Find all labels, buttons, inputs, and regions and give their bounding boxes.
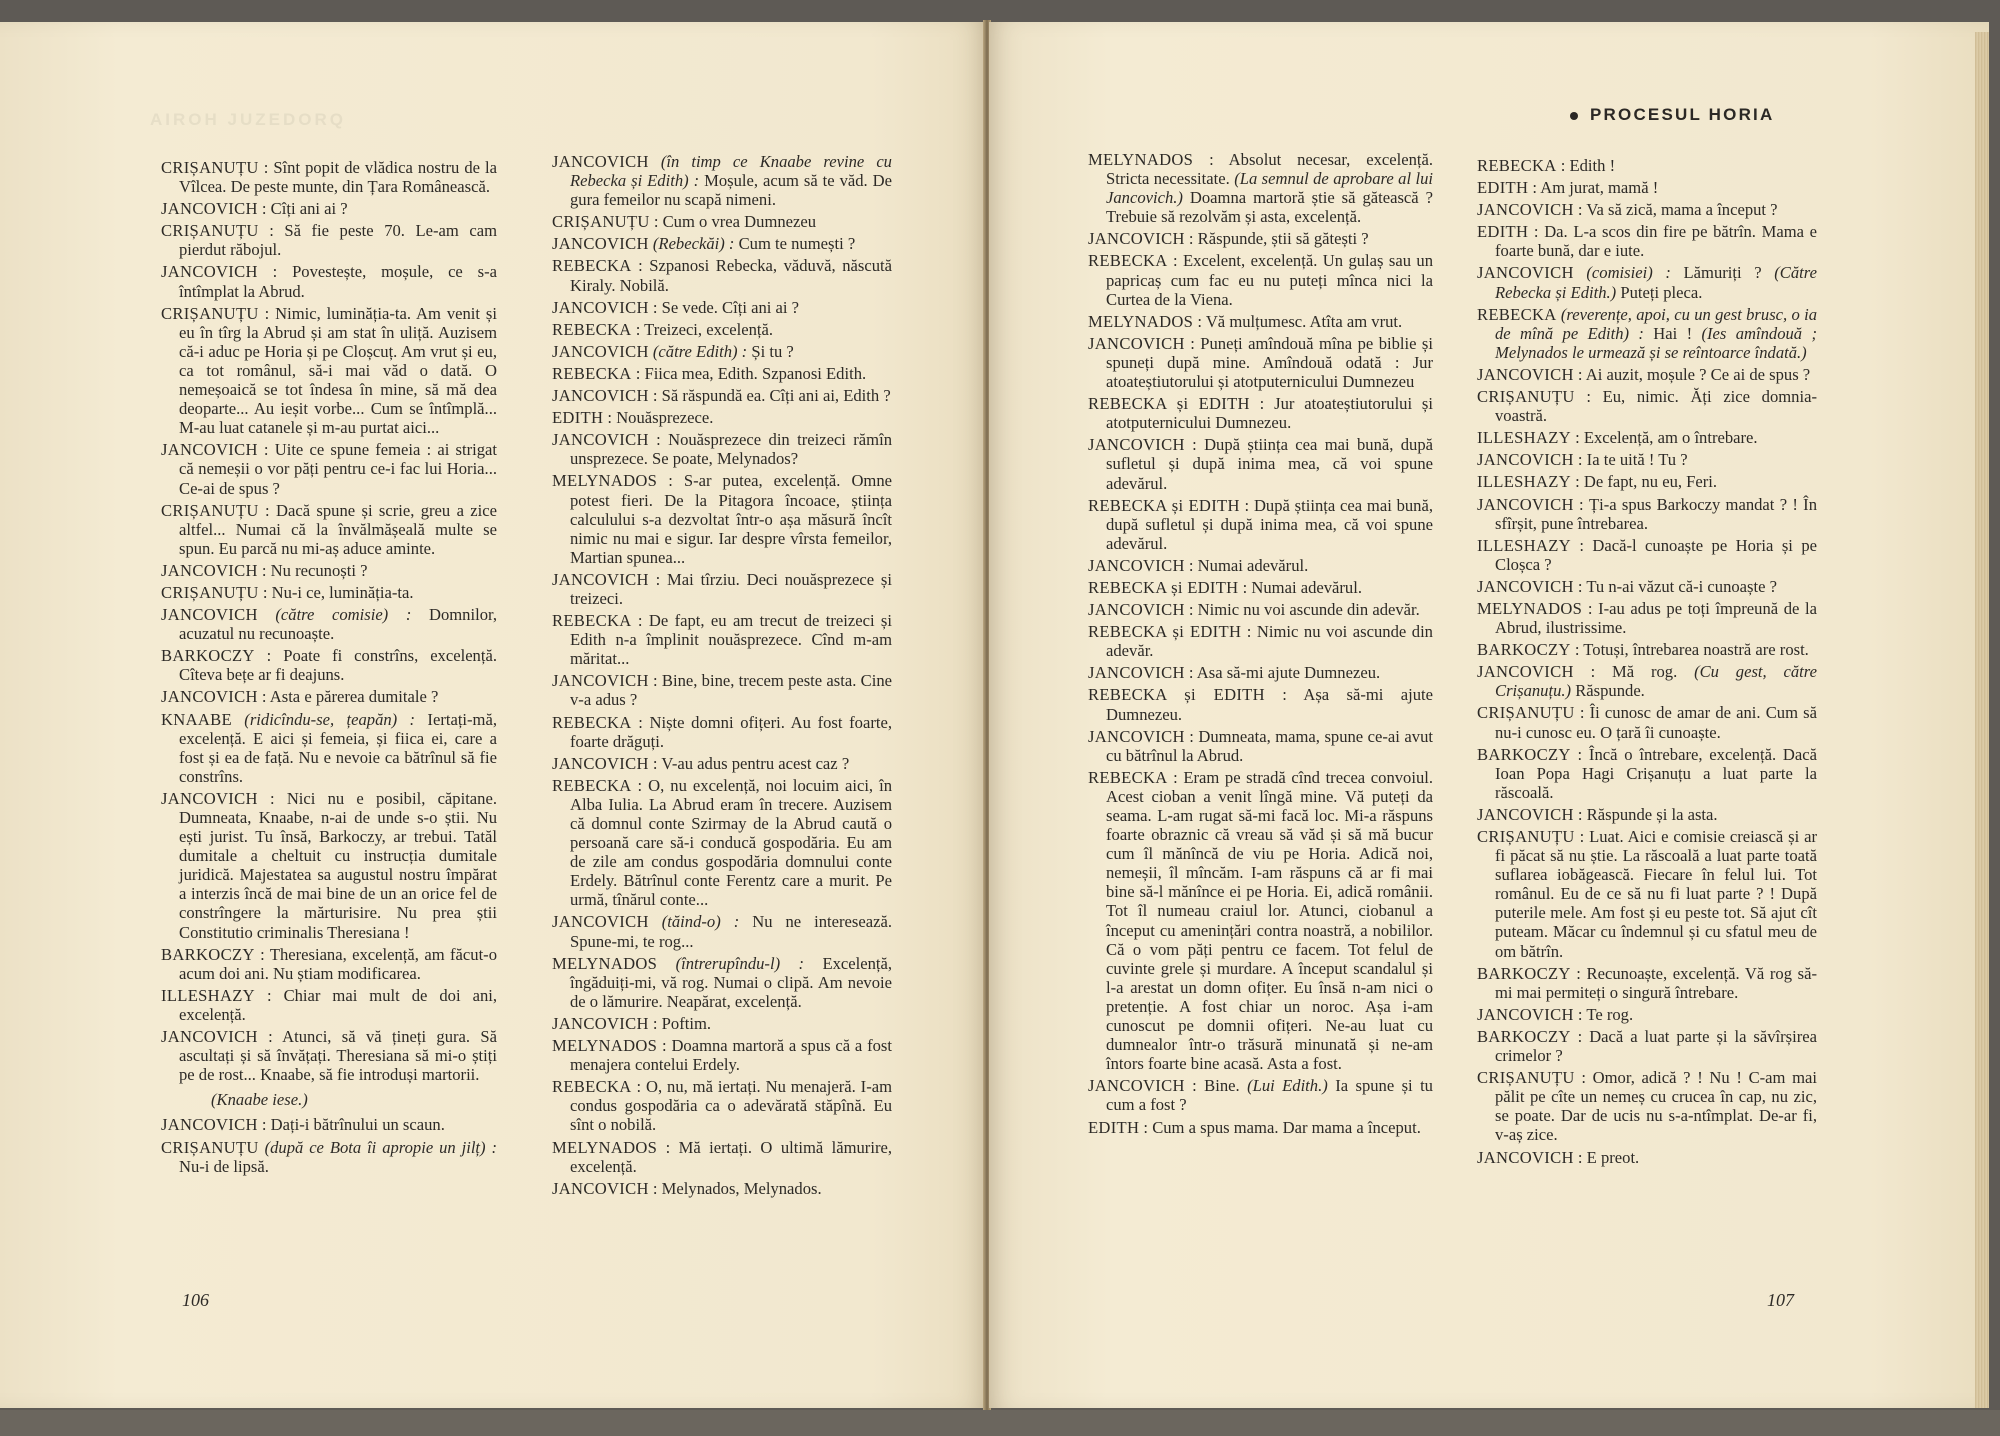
dialogue-line: JANCOVICH : După știința cea mai bună, după sufletul și după inima mea, că voi spune adevărul.	[1088, 435, 1433, 493]
speaker-name: CRIȘANUȚU	[552, 212, 650, 232]
speaker-name: JANCOVICH	[1088, 1076, 1185, 1096]
speaker-name: JANCOVICH	[1088, 435, 1185, 455]
dialogue-text: Am jurat, mamă !	[1540, 178, 1659, 198]
speaker-name: JANCOVICH	[161, 1115, 258, 1135]
speaker-name: BARKOCZY	[1477, 640, 1571, 660]
dialogue-line: JANCOVICH : Va să zică, mama a început ?	[1477, 200, 1778, 220]
dialogue-text: Da. L-a scos din fire pe bătrîn. Mama e foarte bună, dar e iute.	[1495, 222, 1817, 261]
dialogue-text: S-ar putea, excelență. Omne potest fieri. De la Pitagora încoace, știința calculului s-a dezvoltat într-o așa măsură încît nimic nu mai e sigur. Iar despre vîrsta femeilor, Martian spunea...	[570, 471, 892, 567]
dialogue-line: ILLESHAZY : De fapt, nu eu, Feri.	[1477, 472, 1718, 492]
dialogue-line: BARKOCZY : Încă o întrebare, excelență. Dacă Ioan Popa Hagi Crișanuțu a luat parte la răscoală.	[1477, 744, 1817, 802]
dialogue-text: Doamna martoră știe să gătească ? Trebuie să rezolvăm și asta, excelență.	[1106, 188, 1433, 227]
dialogue-text: Nu ne interesează. Spune-mi, te rog...	[570, 912, 892, 951]
dialogue-text: Puneți amîndouă mîna pe biblie și spuneți după mine. Amîndouă odată : Jur atoateștiutorului și atotputernicului Dumnezeu	[1106, 333, 1433, 392]
stage-direction: (către comisie) :	[275, 605, 412, 625]
dialogue-line: REBECKA : Treizeci, excelență.	[552, 319, 774, 339]
speaker-name: JANCOVICH	[552, 430, 649, 450]
dialogue-line: EDITH : Cum a spus mama. Dar mama a început.	[1088, 1117, 1421, 1137]
dialogue-text: Iertați-mă, excelență. E aici și femeia, și fiica ei, care a fost și ea de față. Nu e nevoie ca bătrînul să fie constrîns.	[179, 709, 497, 786]
dialogue-line: JANCOVICH : Atunci, să vă țineți gura. Să ascultați și să învățați. Theresiana să mi-o știți pe de rost... Knaabe, să fie introduși martorii.	[161, 1027, 497, 1085]
dialogue-text: Absolut necesar, excelență. Stricta necessitate.	[1106, 150, 1433, 189]
speaker-name: JANCOVICH	[1477, 364, 1574, 384]
dialogue-text: Răspunde.	[1575, 681, 1645, 701]
dialogue-line: JANCOVICH : V-au adus pentru acest caz ?	[552, 753, 850, 773]
dialogue-text: După știința cea mai bună, după sufletul și după inima mea, că voi spune adevărul.	[1106, 435, 1433, 493]
dialogue-text: Cîți ani ai ?	[270, 199, 348, 219]
dialogue-line: JANCOVICH : Nouăsprezece din treizeci rămîn unsprezece. Se poate, Melynados?	[552, 430, 892, 469]
speaker-name: CRIȘANUȚU	[1477, 703, 1575, 723]
dialogue-line: ILLESHAZY : Excelență, am o întrebare.	[1477, 428, 1758, 448]
dialogue-text: Dacă a luat parte și la săvîrșirea crimelor ?	[1495, 1026, 1817, 1066]
speaker-name: CRIȘANUȚU	[161, 303, 259, 323]
speaker-name: EDITH	[1477, 178, 1529, 198]
dialogue-line: JANCOVICH : Asta e părerea dumitale ?	[161, 687, 439, 707]
left-page	[0, 22, 986, 1408]
dialogue-line: CRIȘANUȚU : Eu, nimic. Ăți zice domnia-voastră.	[1477, 387, 1817, 426]
speaker-name: JANCOVICH	[161, 605, 258, 625]
speaker-name: JANCOVICH	[161, 262, 258, 282]
speaker-name: JANCOVICH	[1088, 600, 1185, 620]
dialogue-line: REBECKA : O, nu excelență, noi locuim aici, în Alba Iulia. La Abrud eram în trecere. Auzisem că domnul conte Szirmay de la Abrud caută o persoană care să-i conducă gospodăria. Eu am de zile am condus gospodăria domnului conte Erdely. Bătrînul conte Ferentz care a murit. Pe urmă, tînărul conte...	[552, 775, 892, 910]
dialogue-text: Să fie peste 70. Le-am cam pierdut răbojul.	[179, 221, 497, 260]
dialogue-text: Dați-i bătrînului un scaun.	[270, 1115, 445, 1135]
speaker-name: REBECKA	[552, 1077, 632, 1097]
dialogue-text: Ia te uită ! Tu ?	[1586, 450, 1688, 470]
stage-direction: (după ce Bota îi apropie un jilț) :	[264, 1137, 497, 1157]
dialogue-line: CRIȘANUȚU : Îi cunosc de amar de ani. Cum să nu-i cunosc eu. O țară îi cunoaște.	[1477, 703, 1817, 742]
speaker-name: JANCOVICH	[552, 152, 649, 171]
dialogue-line: JANCOVICH : Ia te uită ! Tu ?	[1477, 450, 1688, 470]
dialogue-line	[161, 710, 497, 786]
dialogue-line: JANCOVICH : Melynados, Melynados.	[552, 1178, 822, 1198]
dialogue-text: Ia spune și tu cum a fost ?	[1106, 1076, 1433, 1115]
stage-direction: (Cu gest, către Crișanuțu.)	[1495, 662, 1817, 701]
dialogue-line: JANCOVICH : Ți-a spus Barkoczy mandat ? ! În sfîrșit, pune întrebarea.	[1477, 494, 1817, 533]
dialogue-text: Melynados, Melynados.	[661, 1178, 822, 1198]
dialogue-text: Fiica mea, Edith. Szpanosi Edith.	[644, 363, 867, 383]
dialogue-text: Ai auzit, moșule ? Ce ai de spus ?	[1585, 364, 1811, 384]
speaker-name: JANCOVICH	[1477, 450, 1574, 470]
speaker-name: CRIȘANUȚU	[1477, 387, 1575, 407]
speaker-name: JANCOVICH	[1477, 200, 1574, 220]
dialogue-text: Poate fi constrîns, excelență. Cîteva bețe ar fi deajuns.	[179, 646, 497, 685]
speaker-name: MELYNADOS	[1088, 150, 1194, 169]
speaker-name: JANCOVICH	[552, 671, 649, 691]
dialogue-line: BARKOCZY : Theresiana, excelență, am făcut-o acum doi ani. Nu știam modificarea.	[161, 944, 497, 983]
dialogue-text: Doamna martoră a spus că a fost menajera contelui Erdely.	[570, 1036, 892, 1075]
dialogue-text: Uite ce spune femeia : ai strigat că nemeșii o vor păți pentru ce-i fac lui Horia... Ce-ai de spus ?	[179, 440, 497, 498]
dialogue-line: REBECKA : Fiica mea, Edith. Szpanosi Edith.	[552, 363, 867, 383]
dialogue-line: JANCOVICH : Dumneata, mama, spune ce-ai avut cu bătrînul la Abrud.	[1088, 726, 1433, 765]
speaker-name: REBECKA	[1477, 156, 1557, 175]
speaker-name: KNAABE	[161, 709, 232, 729]
speaker-name: EDITH	[552, 408, 604, 428]
speaker-name: REBECKA	[552, 611, 632, 631]
speaker-name: JANCOVICH	[161, 788, 258, 808]
speaker-name: REBECKA și EDITH	[1088, 577, 1239, 597]
speaker-name: REBECKA și EDITH	[1088, 622, 1242, 642]
dialogue-text: Mai tîrziu. Deci nouăsprezece și treizeci.	[570, 569, 892, 608]
page-fore-edge	[1975, 32, 1989, 1408]
dialogue-line: JANCOVICH : Nimic nu voi ascunde din adevăr.	[1088, 600, 1420, 620]
running-header	[1570, 105, 1774, 125]
dialogue-line: REBECKA : Excelent, excelență. Un gulaș sau un papricaș cum fac eu nu puteți mînca nici la Curtea de la Viena.	[1088, 251, 1433, 309]
dialogue-text: Hai !	[1653, 323, 1693, 343]
dialogue-line: REBECKA : De fapt, eu am trecut de treizeci și Edith n-a împlinit nouăsprezece. Cînd m-am măritat...	[552, 611, 892, 669]
book-bottom-edge	[0, 1410, 2000, 1436]
dialogue-line	[1477, 305, 1817, 362]
dialogue-text: Cum a spus mama. Dar mama a început.	[1152, 1117, 1421, 1137]
speaker-name: CRIȘANUȚU	[1477, 827, 1575, 846]
speaker-name: JANCOVICH	[1477, 576, 1574, 596]
dialogue-text: Moșule, acum să te văd. De gura femeilor nu scapă nimeni.	[570, 171, 892, 210]
speaker-name: REBECKA	[552, 256, 632, 276]
speaker-name: JANCOVICH	[1477, 1004, 1574, 1024]
speaker-name: JANCOVICH	[1477, 494, 1574, 514]
dialogue-text: Cum te numești ?	[738, 234, 856, 254]
dialogue-line: MELYNADOS : I-au adus pe toți împreună de la Abrud, ilustrissime.	[1477, 598, 1817, 638]
dialogue-text: Theresiana, excelență, am făcut-o acum doi ani. Nu știam modificarea.	[179, 944, 497, 983]
dialogue-text: Niște domni ofițeri. Au fost foarte, foarte drăguți.	[570, 712, 892, 751]
dialogue-line: MELYNADOS : Doamna martoră a spus că a fost menajera contelui Erdely.	[552, 1036, 892, 1075]
dialogue-text: Nici nu e posibil, căpitane. Dumneata, Knaabe, n-ai de unde s-o știi. Nu ești jurist. Tu însă, Barkoczy, ar trebui. Tatăl dumitale a cheltuit cu instrucția dumitale juridică. Majestatea sa augustul nostru împărat a interzis încă de mai bine de un an orice fel de constrîngere la mărturisire. Nu prea știi Constitutio criminalis Theresiana !	[179, 788, 497, 942]
speaker-name: BARKOCZY	[1477, 963, 1571, 983]
speaker-name: JANCOVICH	[552, 234, 649, 254]
dialogue-line: REBECKA : O, nu, mă iertați. Nu menajeră. I-am condus gospodăria ca o adevărată stăpînă. Eu sînt o nobilă.	[552, 1077, 892, 1135]
dialogue-text: Să răspundă ea. Cîți ani ai, Edith ?	[661, 386, 891, 406]
speaker-name: REBECKA	[1477, 304, 1557, 324]
dialogue-text: Răspunde, știi să gătești ?	[1197, 229, 1369, 249]
page-number-left: 106	[182, 1290, 209, 1310]
speaker-name: MELYNADOS	[552, 471, 658, 491]
dialogue-line: MELYNADOS : Vă mulțumesc. Atîta am vrut.	[1088, 311, 1403, 331]
stage-direction: (către Edith) :	[652, 341, 748, 361]
dialogue-text: I-au adus pe toți împreună de la Abrud, ilustrissime.	[1495, 598, 1817, 638]
dialogue-text: Te rog.	[1586, 1004, 1634, 1024]
dialogue-line: JANCOVICH : Te rog.	[1477, 1004, 1634, 1024]
dialogue-line: JANCOVICH : Dați-i bătrînului un scaun.	[161, 1115, 445, 1135]
bleed-through-text: AIROH JUZEDORQ	[150, 110, 346, 129]
speaker-name: MELYNADOS	[1088, 311, 1194, 331]
speaker-name: CRIȘANUȚU	[161, 582, 259, 602]
dialogue-text: Tu n-ai văzut că-i cunoaște ?	[1586, 576, 1777, 596]
dialogue-text: Totuși, întrebarea noastră are rost.	[1583, 640, 1809, 660]
dialogue-text: O, nu, mă iertați. Nu menajeră. I-am condus gospodăria ca o adevărată stăpînă. Eu sînt o nobilă.	[570, 1077, 892, 1135]
column-right-2	[1477, 156, 1817, 1170]
speaker-name: MELYNADOS	[552, 1137, 658, 1157]
dialogue-text: Excelență, îngăduiți-mi, vă rog. Numai o clipă. Am nevoie de o lămurire. Neapărat, excelență.	[570, 953, 892, 1011]
dialogue-text: E preot.	[1586, 1147, 1640, 1167]
dialogue-text: Povestește, moșule, ce s-a întîmplat la Abrud.	[179, 262, 497, 301]
speaker-name: ILLESHAZY	[161, 985, 255, 1005]
speaker-name: REBECKA și EDITH	[1088, 495, 1240, 515]
dialogue-text: Dumneata, mama, spune ce-ai avut cu bătrînul la Abrud.	[1106, 726, 1433, 765]
dialogue-line: JANCOVICH : Mă rog. (Cu gest, către Crișanuțu.) Răspunde.	[1477, 662, 1817, 701]
dialogue-line: JANCOVICH : Tu n-ai văzut că-i cunoaște ?	[1477, 576, 1777, 596]
stage-direction: (Ies amîndouă ; Melynados le urmează și se reîntoarce îndată.)	[1495, 323, 1817, 362]
dialogue-line	[552, 152, 892, 209]
speaker-name: JANCOVICH	[552, 912, 649, 932]
speaker-name: JANCOVICH	[1088, 663, 1185, 683]
dialogue-text: Va să zică, mama a început ?	[1586, 200, 1778, 220]
dialogue-text: Edith !	[1569, 156, 1616, 175]
dialogue-line: REBECKA și EDITH : Nimic nu voi ascunde din adevăr.	[1088, 622, 1433, 661]
dialogue-line: JANCOVICH : Nu recunoști ?	[161, 560, 368, 580]
dialogue-text: Așa să-mi ajute Dumnezeu.	[1106, 685, 1433, 724]
speaker-name: CRIȘANUȚU	[161, 500, 259, 520]
dialogue-line: REBECKA și EDITH : După știința cea mai bună, după sufletul și după inima mea, că voi spune adevărul.	[1088, 495, 1433, 553]
stage-direction: (Knaabe iese.)	[211, 1090, 308, 1110]
dialogue-line	[552, 234, 892, 253]
speaker-name: JANCOVICH	[552, 386, 649, 406]
dialogue-line: JANCOVICH : Ai auzit, moșule ? Ce ai de spus ?	[1477, 364, 1811, 384]
dialogue-text: Omor, adică ? ! Nu ! C-am mai pălit pe cîte un nemeș cu crucea în cap, nu zic, se poate. Dar de ucis nu s-a-ntîmplat. De-ar fi, v-aș zice.	[1495, 1068, 1817, 1145]
dialogue-line: REBECKA : Eram pe stradă cînd trecea convoiul. Acest cioban a venit lîngă mine. Vă puteți da seama. L-am rugat să-mi facă loc. Mi-a răspuns foarte obraznic că vreau să văd și să mă bucur cum îl mănîncă de viu pe Horia. Adică noi, nemeșii, îl mîncăm. I-am răspuns că ar fi mai bine să-l mănînce ei pe Horia. Ei, adică românii. Tot îl numeau craiul lor. Atunci, ciobanul a început cu amenințări contra noastră, a nobililor. Că o vom păți pentru ce facem. Tot felul de cuvinte grele și murdare. A început scandalul și l-a arestat un domn ofițer. Eu însă n-am nici o pretenție. A fost chiar un noroc. Așa i-am cunoscut pe domnii ofițeri. Ne-au luat cu dumnealor într-o trăsură minunată și ne-am întors foarte bine acasă. Asta a fost.	[1088, 767, 1433, 1074]
speaker-name: ILLESHAZY	[1477, 535, 1571, 555]
dialogue-text: Bine, bine, trecem peste asta. Cine v-a adus ?	[570, 671, 892, 710]
dialogue-line: REBECKA și EDITH : Așa să-mi ajute Dumnezeu.	[1088, 685, 1433, 724]
dialogue-line: BARKOCZY : Dacă a luat parte și la săvîrșirea crimelor ?	[1477, 1026, 1817, 1066]
speaker-name: REBECKA	[552, 775, 632, 795]
speaker-name: JANCOVICH	[552, 569, 649, 589]
dialogue-text: Recunoaște, excelență. Vă rog să-mi mai permiteți o singură întrebare.	[1495, 963, 1817, 1002]
stage-direction: (tăind-o) :	[661, 912, 740, 932]
dialogue-line: MELYNADOS : Mă iertați. O ultimă lămurire, excelență.	[552, 1137, 892, 1176]
dialogue-text: Nu recunoști ?	[270, 560, 368, 580]
dialogue-text: Răspunde și la asta.	[1586, 804, 1718, 824]
page-number-right: 107	[1767, 1290, 1794, 1310]
stage-direction: (întrerupîndu-l) :	[675, 953, 805, 973]
column-left-2	[552, 152, 892, 1201]
speaker-name: JANCOVICH	[552, 341, 649, 361]
dialogue-line: MELYNADOS : S-ar putea, excelență. Omne potest fieri. De la Pitagora încoace, știința calculului s-a dezvoltat într-o așa măsură încît nimic nu mai e sigur. Iar despre vîrsta femeilor, Martian spunea...	[552, 471, 892, 567]
dialogue-line: JANCOVICH : Mai tîrziu. Deci nouăsprezece și treizeci.	[552, 569, 892, 608]
dialogue-line: ILLESHAZY : Chiar mai mult de doi ani, excelență.	[161, 985, 497, 1024]
column-right-1	[1088, 150, 1433, 1140]
dialogue-text: Eu, nimic. Ăți zice domnia-voastră.	[1495, 387, 1817, 426]
stage-direction: (Către Rebecka și Edith.)	[1495, 263, 1817, 302]
speaker-name: JANCOVICH	[161, 560, 258, 580]
dialogue-text: Eram pe stradă cînd trecea convoiul. Acest cioban a venit lîngă mine. Vă puteți da seama. L-am rugat să-mi facă loc. Mi-a răspuns foarte obraznic că vreau să văd și să mă bucur cum îl mănîncă de viu pe Horia. Adică noi, nemeșii, îl mîncăm. I-am răspuns că ar fi mai bine să-l mănînce ei pe Horia. Ei, adică românii. Tot îl numeau craiul lor. Atunci, ciobanul a început cu amenințări contra noastră, a nobililor. Că o vom păți pentru ce facem. Tot felul de cuvinte grele și murdare. A început scandalul și l-a arestat un domn ofițer. Eu însă n-am nici o pretenție. A fost chiar un noroc. Așa i-am cunoscut pe domnii ofițeri. Ne-au luat cu dumnealor într-o trăsură minunată și ne-am întors foarte bine acasă. Asta a fost.	[1106, 767, 1433, 1074]
stage-direction: (Lui Edith.)	[1247, 1076, 1328, 1096]
column-left-1	[161, 158, 497, 1179]
dialogue-line: JANCOVICH : E preot.	[1477, 1147, 1640, 1167]
dialogue-text: Domnilor, acuzatul nu recunoaște.	[179, 605, 497, 644]
dialogue-text: Poftim.	[661, 1013, 711, 1033]
dialogue-text: Nimic nu voi ascunde din adevăr.	[1197, 600, 1420, 620]
speaker-name: JANCOVICH	[552, 1013, 649, 1033]
speaker-name: EDITH	[1477, 222, 1529, 242]
right-page	[989, 22, 1989, 1408]
speaker-name: MELYNADOS	[1477, 598, 1583, 618]
speaker-name: JANCOVICH	[552, 297, 649, 317]
dialogue-line: JANCOVICH : Cîți ani ai ?	[161, 199, 348, 219]
speaker-name: BARKOCZY	[1477, 744, 1571, 764]
dialogue-line: REBECKA și EDITH : Jur atoateștiutorului și atotputernicului Dumnezeu.	[1088, 394, 1433, 433]
dialogue-line: EDITH : Am jurat, mamă !	[1477, 178, 1659, 198]
dialogue-line: CRIȘANUȚU : Dacă spune și scrie, greu a zice altfel... Numai că la învălmășeală multe se spun. Eu parcă nu mi-aș aduce aminte.	[161, 500, 497, 558]
speaker-name: REBECKA	[1088, 251, 1168, 271]
dialogue-line: JANCOVICH : Răspunde și la asta.	[1477, 804, 1718, 824]
dialogue-text: Îi cunosc de amar de ani. Cum să nu-i cunosc eu. O țară îi cunoaște.	[1495, 703, 1817, 742]
speaker-name: JANCOVICH	[1088, 555, 1185, 575]
dialogue-line: JANCOVICH : Numai adevărul.	[1088, 555, 1309, 575]
dialogue-line	[552, 954, 892, 1011]
dialogue-line: REBECKA : Niște domni ofițeri. Au fost foarte, foarte drăguți.	[552, 712, 892, 751]
speaker-name: EDITH	[1088, 1117, 1140, 1137]
dialogue-line	[552, 342, 892, 361]
dialogue-text: Se vede. Cîți ani ai ?	[661, 297, 799, 317]
dialogue-text: Bine.	[1204, 1076, 1240, 1096]
speaker-name: REBECKA și EDITH	[1088, 394, 1250, 414]
dialogue-text: Nimic nu voi ascunde din adevăr.	[1106, 622, 1433, 661]
speaker-name: REBECKA	[552, 319, 632, 339]
stage-direction: (ridicîndu-se, țeapăn) :	[244, 709, 416, 729]
dialogue-text: Atunci, să vă țineți gura. Să ascultați și să învățați. Theresiana să mi-o știți pe de rost... Knaabe, să fie introduși martorii.	[179, 1027, 497, 1085]
speaker-name: BARKOCZY	[1477, 1026, 1571, 1046]
speaker-name: JANCOVICH	[552, 1178, 649, 1198]
dialogue-text: Nu-i ce, luminăția-ta.	[271, 582, 414, 602]
dialogue-text: Excelență, am o întrebare.	[1583, 428, 1758, 448]
dialogue-line: CRIȘANUȚU : Nu-i ce, luminăția-ta.	[161, 582, 414, 602]
dialogue-line: BARKOCZY : Totuși, întrebarea noastră are rost.	[1477, 640, 1809, 660]
speaker-name: JANCOVICH	[161, 440, 258, 460]
dialogue-text: Și tu ?	[751, 341, 794, 361]
stage-direction: (Rebeckăi) :	[652, 234, 735, 254]
dialogue-text: Puteți pleca.	[1620, 282, 1703, 302]
speaker-name: CRIȘANUȚU	[161, 158, 259, 177]
dialogue-line: JANCOVICH : Puneți amîndouă mîna pe biblie și spuneți după mine. Amîndouă odată : Jur atoateștiutorului și atotputernicului Dumnezeu	[1088, 333, 1433, 392]
dialogue-text: Asta e părerea dumitale ?	[269, 687, 439, 707]
dialogue-text: Lămuriți ?	[1683, 263, 1762, 283]
dialogue-line: REBECKA și EDITH : Numai adevărul.	[1088, 577, 1362, 597]
dialogue-line: REBECKA : Szpanosi Rebecka, văduvă, născută Kiraly. Nobilă.	[552, 256, 892, 295]
dialogue-line: BARKOCZY : Poate fi constrîns, excelență. Cîteva bețe ar fi deajuns.	[161, 646, 497, 685]
dialogue-text: Nu-i de lipsă.	[179, 1156, 269, 1176]
speaker-name: JANCOVICH	[1477, 662, 1574, 682]
dialogue-text: Excelent, excelență. Un gulaș sau un papricaș cum fac eu nu puteți mînca nici la Curtea de la Viena.	[1106, 251, 1433, 309]
dialogue-line: CRIȘANUȚU : Luat. Aici e comisie creiască și ar fi păcat să nu știe. La răscoală a luat parte toată suflarea iobăgească. Fiecare în felul lui. Tot românul. Eu de ce să nu fi luat parte ? ! După puterile mele. Am fost și eu peste tot. Să ajut cît puteam. Măcar cu îndemnul și cu sfatul meu de om bătrîn.	[1477, 827, 1817, 961]
speaker-name: CRIȘANUȚU	[161, 221, 259, 241]
dialogue-line: JANCOVICH : Asa să-mi ajute Dumnezeu.	[1088, 663, 1381, 683]
dialogue-line	[161, 605, 497, 643]
dialogue-line: CRIȘANUȚU : Nimic, luminăția-ta. Am venit și eu în tîrg la Abrud și am stat în uliță. Auzisem că-i aduc pe Horia și pe Cloșcuț. Am vrut și eu, ca tot românul, să-i mai văd o dată. O nemeșoaică se tot îndesa în mine, să mă dea deoparte... Au ieșit vorbe... Cum se întîmplă... M-au luat catanele și m-au purtat aici...	[161, 303, 497, 438]
dialogue-line: EDITH : Da. L-a scos din fire pe bătrîn. Mama e foarte bună, dar e iute.	[1477, 222, 1817, 261]
speaker-name: CRIȘANUȚU	[1477, 1068, 1575, 1088]
stage-direction: (La semnul de aprobare al lui Jancovich.)	[1106, 169, 1433, 208]
dialogue-line: BARKOCZY : Recunoaște, excelență. Vă rog să-mi mai permiteți o singură întrebare.	[1477, 963, 1817, 1002]
dialogue-text: Mă rog.	[1612, 662, 1678, 682]
dialogue-line	[161, 1138, 497, 1176]
speaker-name: JANCOVICH	[1088, 333, 1185, 353]
dialogue-text: Cum o vrea Dumnezeu	[662, 212, 817, 232]
dialogue-line: JANCOVICH : Să răspundă ea. Cîți ani ai, Edith ?	[552, 386, 891, 406]
dialogue-line: JANCOVICH : Nici nu e posibil, căpitane. Dumneata, Knaabe, n-ai de unde s-o știi. Nu ești jurist. Tu însă, Barkoczy, ar trebui. Tatăl dumitale a cheltuit cu instrucția dumitale juridică. Majestatea sa augustul nostru împărat a interzis încă de mai bine de un an orice fel de constrîngere la mărturisire. Nu prea știi Constitutio criminalis Theresiana !	[161, 788, 497, 942]
dialogue-line: JANCOVICH : Povestește, moșule, ce s-a întîmplat la Abrud.	[161, 262, 497, 301]
speaker-name: REBECKA și EDITH	[1088, 685, 1265, 705]
dialogue-line: CRIȘANUȚU : Sînt popit de vlădica nostru de la Vîlcea. De peste munte, din Țara Românească.	[161, 158, 497, 197]
speaker-name: BARKOCZY	[161, 944, 255, 964]
dialogue-text: Dacă-l cunoaște pe Horia și pe Cloșca ?	[1495, 535, 1817, 574]
dialogue-text: Sînt popit de vlădica nostru de la Vîlcea. De peste munte, din Țara Românească.	[179, 158, 497, 197]
dialogue-text: Încă o întrebare, excelență. Dacă Ioan Popa Hagi Crișanuțu a luat parte la răscoală.	[1495, 744, 1817, 802]
speaker-name: MELYNADOS	[552, 1036, 658, 1056]
dialogue-line: EDITH : Nouăsprezece.	[552, 408, 714, 428]
bullet-icon	[1570, 112, 1578, 120]
dialogue-line: JANCOVICH : Bine, bine, trecem peste asta. Cine v-a adus ?	[552, 671, 892, 710]
dialogue-text: După știința cea mai bună, după sufletul și după inima mea, că voi spune adevărul.	[1106, 495, 1433, 553]
speaker-name: JANCOVICH	[1477, 263, 1574, 283]
dialogue-line: CRIȘANUȚU : Cum o vrea Dumnezeu	[552, 212, 817, 232]
dialogue-text: Dacă spune și scrie, greu a zice altfel... Numai că la învălmășeală multe se spun. Eu parcă nu mi-aș aduce aminte.	[179, 500, 497, 558]
dialogue-text: Nouăsprezece din treizeci rămîn unsprezece. Se poate, Melynados?	[570, 430, 892, 469]
dialogue-line: CRIȘANUȚU : Omor, adică ? ! Nu ! C-am mai pălit pe cîte un nemeș cu crucea în cap, nu zic, se poate. Dar de ucis nu s-a-ntîmplat. De-ar fi, v-aș zice.	[1477, 1068, 1817, 1145]
speaker-name: JANCOVICH	[552, 753, 649, 773]
dialogue-line	[1477, 263, 1817, 301]
dialogue-line: JANCOVICH : Uite ce spune femeia : ai strigat că nemeșii o vor păți pentru ce-i fac lui Horia... Ce-ai de spus ?	[161, 440, 497, 498]
running-title: PROCESUL HORIA	[1590, 105, 1775, 124]
dialogue-line: JANCOVICH : Se vede. Cîți ani ai ?	[552, 297, 799, 317]
dialogue-text: Luat. Aici e comisie creiască și ar fi păcat să nu știe. La răscoală a luat parte toată suflarea iobăgească. Fiecare în felul lui. Tot românul. Eu de ce să nu fi luat parte ? ! După puterile mele. Am fost și eu peste tot. Să ajut cît puteam. Măcar cu îndemnul și cu sfatul meu de om bătrîn.	[1495, 827, 1817, 961]
dialogue-text: Chiar mai mult de doi ani, excelență.	[179, 985, 497, 1024]
dialogue-line: JANCOVICH : Poftim.	[552, 1013, 711, 1033]
speaker-name: MELYNADOS	[552, 953, 658, 973]
dialogue-line: JANCOVICH : Bine. (Lui Edith.) Ia spune și tu cum a fost ?	[1088, 1076, 1433, 1115]
dialogue-text: Mă iertați. O ultimă lămurire, excelență.	[570, 1137, 892, 1176]
dialogue-text: Asa să-mi ajute Dumnezeu.	[1196, 663, 1381, 683]
speaker-name: REBECKA	[1088, 767, 1168, 787]
speaker-name: BARKOCZY	[161, 646, 255, 666]
dialogue-text: De fapt, nu eu, Feri.	[1583, 472, 1718, 492]
dialogue-line: JANCOVICH : Răspunde, știi să gătești ?	[1088, 229, 1369, 249]
speaker-name: REBECKA	[552, 363, 632, 383]
speaker-name: JANCOVICH	[1088, 726, 1185, 746]
stage-direction: (comisiei) :	[1586, 263, 1671, 283]
dialogue-text: Nouăsprezece.	[616, 408, 714, 428]
speaker-name: JANCOVICH	[161, 199, 258, 219]
dialogue-text: Numai adevărul.	[1197, 555, 1309, 575]
stage-direction: (în timp ce Knaabe revine cu Rebecka și Edith) :	[570, 152, 892, 191]
dialogue-text: Jur atoateștiutorului și atotputernicului Dumnezeu.	[1106, 394, 1433, 433]
speaker-name: JANCOVICH	[1477, 1147, 1574, 1167]
speaker-name: REBECKA	[552, 712, 632, 732]
speaker-name: JANCOVICH	[161, 1027, 258, 1047]
dialogue-text: Nimic, luminăția-ta. Am venit și eu în tîrg la Abrud și am stat în uliță. Auzisem că-i aduc pe Horia și pe Cloșcuț. Am vrut și eu, ca tot românul, să-i mai văd o dată. O nemeșoaică se tot îndesa în mine, să mă dea deoparte... Au ieșit vorbe... Cum se întîmplă... M-au luat catanele și m-au purtat aici...	[179, 303, 497, 438]
dialogue-line: CRIȘANUȚU : Să fie peste 70. Le-am cam pierdut răbojul.	[161, 221, 497, 260]
dialogue-text: V-au adus pentru acest caz ?	[661, 753, 850, 773]
speaker-name: CRIȘANUȚU	[161, 1137, 259, 1157]
dialogue-line: MELYNADOS : Absolut necesar, excelență. Stricta necessitate. (La semnul de aprobare al lui Jancovich.) Doamna martoră știe să gătească ? Trebuie să rezolvăm și asta, excelență.	[1088, 150, 1433, 227]
dialogue-text: Szpanosi Rebecka, văduvă, născută Kiraly. Nobilă.	[570, 256, 892, 295]
dialogue-line: ILLESHAZY : Dacă-l cunoaște pe Horia și pe Cloșca ?	[1477, 535, 1817, 574]
speaker-name: JANCOVICH	[1477, 804, 1574, 824]
dialogue-text: Treizeci, excelență.	[644, 319, 774, 339]
dialogue-line: REBECKA : Edith !	[1477, 156, 1616, 175]
dialogue-text: Numai adevărul.	[1251, 577, 1362, 597]
speaker-name: JANCOVICH	[1088, 229, 1185, 249]
dialogue-text: De fapt, eu am trecut de treizeci și Edith n-a împlinit nouăsprezece. Cînd m-am măritat...	[570, 611, 892, 669]
stage-direction: (reverențe, apoi, cu un gest brusc, o ia de mînă pe Edith) :	[1495, 304, 1817, 343]
dialogue-text: O, nu excelență, noi locuim aici, în Alba Iulia. La Abrud eram în trecere. Auzisem că domnul conte Szirmay de la Abrud caută o persoană care să-i conducă gospodăria. Eu am de zile am condus gospodăria domnului conte Erdely. Bătrînul conte Ferentz care a murit. Pe urmă, tînărul conte...	[570, 775, 892, 910]
speaker-name: ILLESHAZY	[1477, 428, 1571, 448]
speaker-name: JANCOVICH	[161, 687, 258, 707]
speaker-name: ILLESHAZY	[1477, 472, 1571, 492]
dialogue-text: Ți-a spus Barkoczy mandat ? ! În sfîrșit, pune întrebarea.	[1495, 494, 1817, 533]
dialogue-text: Vă mulțumesc. Atîta am vrut.	[1205, 311, 1403, 331]
dialogue-line	[552, 912, 892, 950]
